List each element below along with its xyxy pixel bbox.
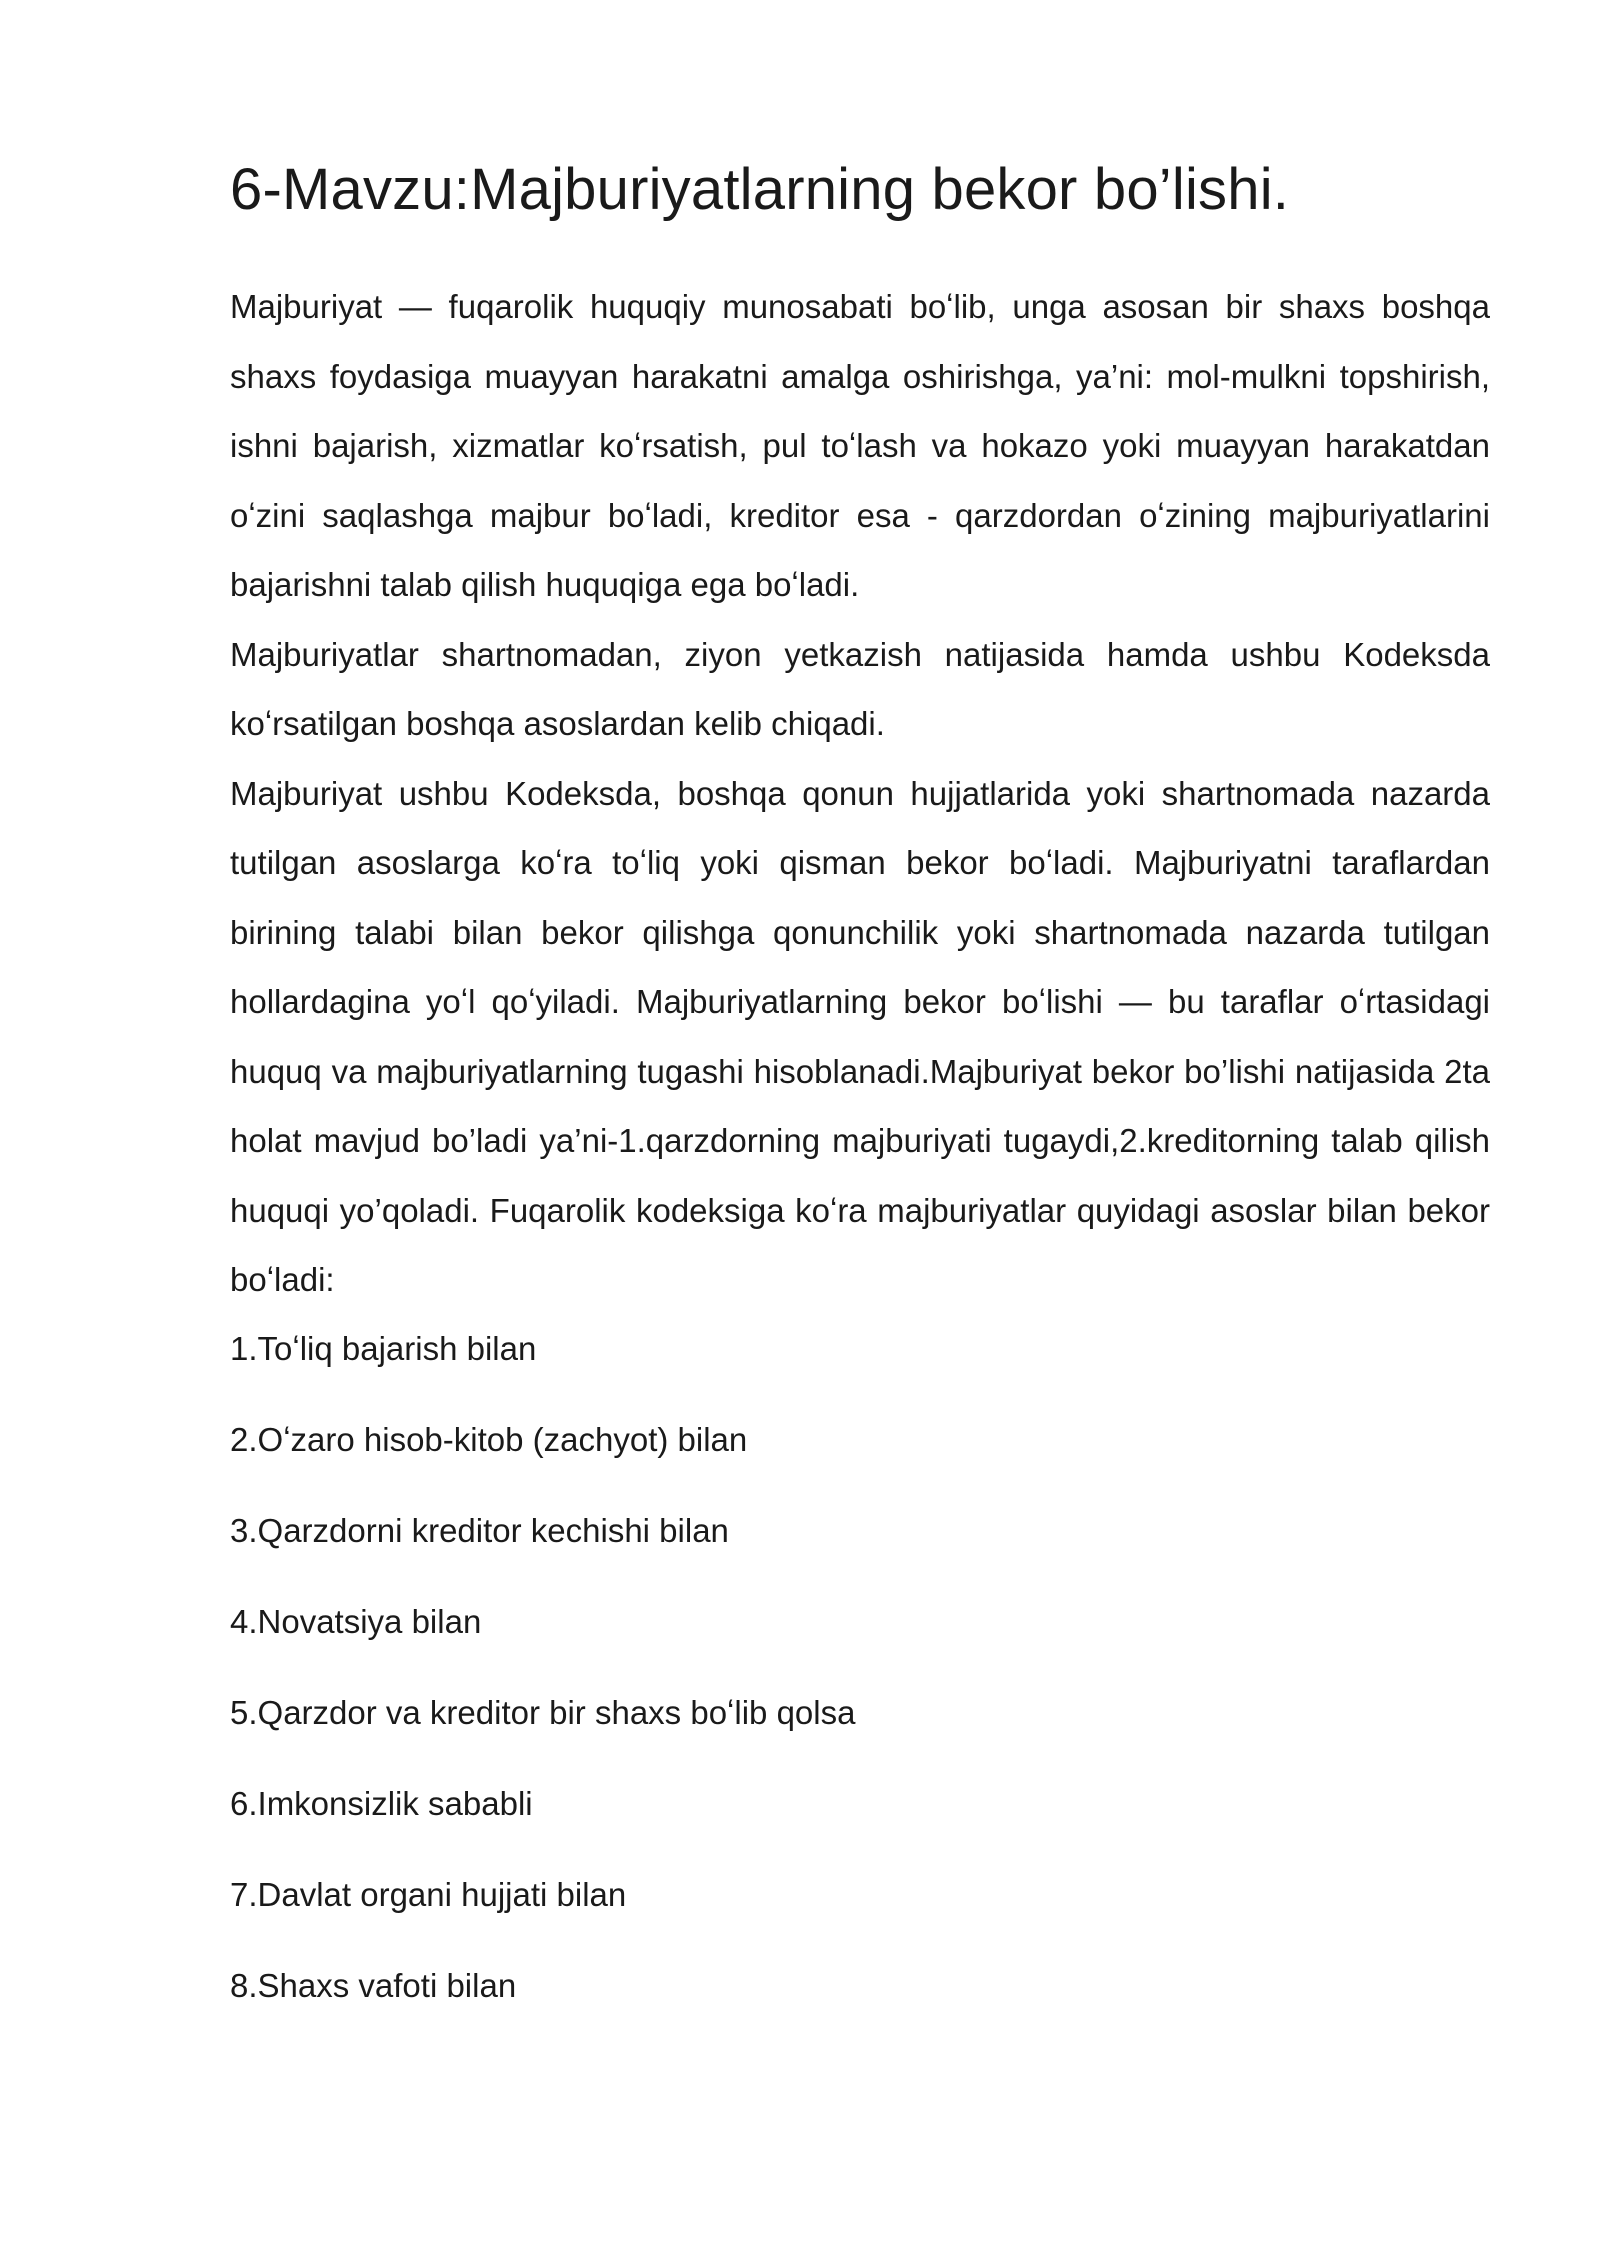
list-item: 2.Oʻzaro hisob-kitob (zachyot) bilan (230, 1420, 748, 1458)
document-content (230, 150, 1490, 2057)
list-item: 7.Davlat organi hujjati bilan (230, 1875, 627, 1913)
list-item: 1.Toʻliq bajarish bilan (230, 1329, 537, 1367)
document-title: 6-Mavzu:Majburiyatlarning bekor bo’lishi. (230, 157, 1290, 222)
list-item: 5.Qarzdor va kreditor bir shaxs boʻlib qolsa (230, 1693, 856, 1731)
list-item: 4.Novatsiya bilan (230, 1602, 482, 1640)
termination-grounds-list (230, 1329, 1490, 2006)
paragraph-definition: Majburiyat — fuqarolik huquqiy munosabati boʻlib, unga asosan bir shaxs boshqa shaxs foydasiga muayyan harakatni amalga oshirishga, ya’ni: mol-mulkni topshirish, ishni bajarish, xizmatlar koʻrsatish, pul toʻlash va hokazo yoki muayyan harakatdan oʻzini saqlashga majbur boʻladi, kreditor esa - qarzdordan oʻzining majburiyatlarini bajarishni talab qilish huquqiga ega boʻladi. (230, 288, 1490, 603)
paragraph-termination: Majburiyat ushbu Kodeksda, boshqa qonun hujjatlarida yoki shartnomada nazarda tutilgan asoslarga koʻra toʻliq yoki qisman bekor boʻladi. Majburiyatni taraflardan birining talabi bilan bekor qilishga qonunchilik yoki shartnomada nazarda tutilgan hollardagina yoʻl qoʻyiladi. Majburiyatlarning bekor boʻlishi — bu taraflar oʻrtasidagi huquq va majburiyatlarning tugashi hisoblanadi.Majburiyat bekor bo’lishi natijasida 2ta holat mavjud bo’ladi ya’ni-1.qarzdorning majburiyati tugaydi,2.kreditorning talab qilish huquqi yo’qoladi. Fuqarolik kodeksiga koʻra majburiyatlar quyidagi asoslar bilan bekor boʻladi: (230, 774, 1490, 1298)
paragraph-sources: Majburiyatlar shartnomadan, ziyon yetkazish natijasida hamda ushbu Kodeksda koʻrsatilgan boshqa asoslardan kelib chiqadi. (230, 635, 1490, 742)
list-item: 8.Shaxs vafoti bilan (230, 1966, 517, 2004)
list-item: 3.Qarzdorni kreditor kechishi bilan (230, 1511, 729, 1549)
list-item: 6.Imkonsizlik sababli (230, 1784, 533, 1822)
